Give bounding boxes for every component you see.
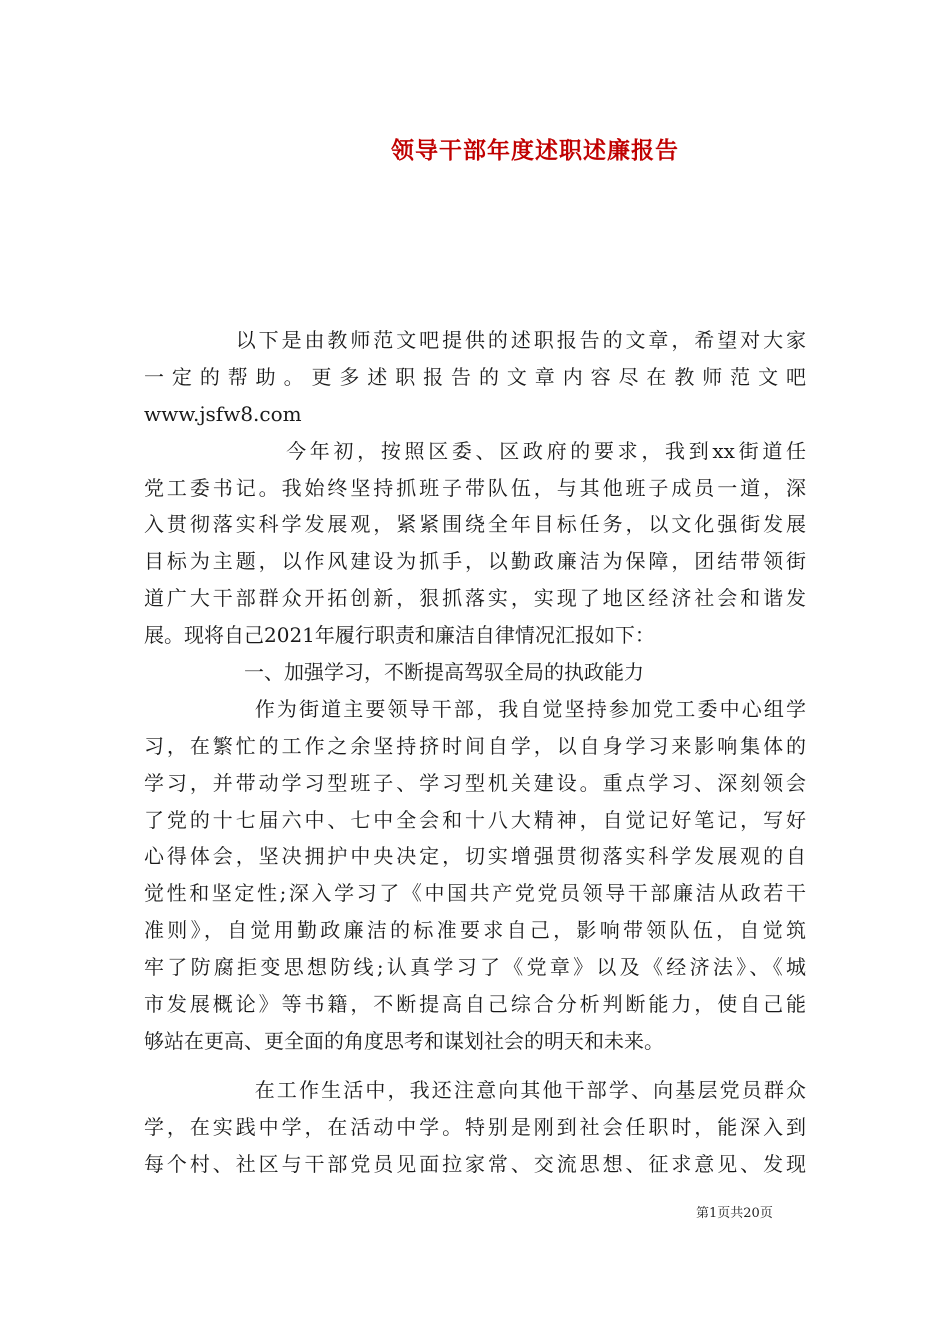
text-line: 今年初，按照区委、区政府的要求，我到xx街道任 (144, 438, 806, 463)
text-line: 了党的十七届六中、七中全会和十八大精神，自觉记好笔记，写好 (144, 807, 806, 832)
paragraph-gap (144, 1060, 806, 1072)
text-line: 目标为主题，以作风建设为抓手，以勤政廉洁为保障，团结带领街 (144, 549, 806, 574)
text-line: 以下是由教师范文吧提供的述职报告的文章，希望对大家 (144, 328, 806, 352)
text-line: 心得体会，坚决拥护中央决定，切实增强贯彻落实科学发展观的自 (144, 844, 806, 869)
text-line: 觉性和坚定性;深入学习了《中国共产党党员领导干部廉洁从政若干 (144, 881, 806, 906)
text-line: 一、加强学习，不断提高驾驭全局的执政能力 (144, 660, 644, 685)
text-line: 学习，并带动学习型班子、学习型机关建设。重点学习、深刻领会 (144, 770, 806, 795)
text-line: 道广大干部群众开拓创新，狠抓落实，实现了地区经济社会和谐发 (144, 586, 806, 611)
text-line: www.jsfw8.com (144, 401, 302, 426)
text-line: 学，在实践中学，在活动中学。特别是刚到社会任职时，能深入到 (144, 1114, 806, 1139)
text-line: 市发展概论》等书籍，不断提高自己综合分析判断能力，使自己能 (144, 992, 806, 1017)
text-line: 入贯彻落实科学发展观，紧紧围绕全年目标任务，以文化强街发展 (144, 512, 806, 537)
document-title: 领导干部年度述职述廉报告 (391, 137, 679, 164)
text-line: 够站在更高、更全面的角度思考和谋划社会的明天和未来。 (144, 1028, 664, 1053)
text-line: 一定的帮助。更多述职报告的文章内容尽在教师范文吧 (144, 364, 806, 389)
document-body (144, 322, 806, 1182)
text-line: 每个村、社区与干部党员见面拉家常、交流思想、征求意见、发现 (144, 1151, 806, 1176)
page-number: 第1页共20页 (696, 1206, 773, 1221)
text-line: 在工作生活中，我还注意向其他干部学、向基层党员群众 (144, 1077, 806, 1102)
text-line: 展。现将自己2021年履行职责和廉洁自律情况汇报如下： (144, 623, 655, 648)
text-line: 牢了防腐拒变思想防线;认真学习了《党章》以及《经济法》、《城 (144, 955, 806, 980)
text-line: 党工委书记。我始终坚持抓班子带队伍，与其他班子成员一道，深 (144, 475, 806, 500)
text-line: 习，在繁忙的工作之余坚持挤时间自学，以自身学习来影响集体的 (144, 733, 806, 758)
text-line: 作为街道主要领导干部，我自觉坚持参加党工委中心组学 (144, 696, 806, 721)
text-line: 准则》，自觉用勤政廉洁的标准要求自己，影响带领队伍，自觉筑 (144, 918, 806, 943)
